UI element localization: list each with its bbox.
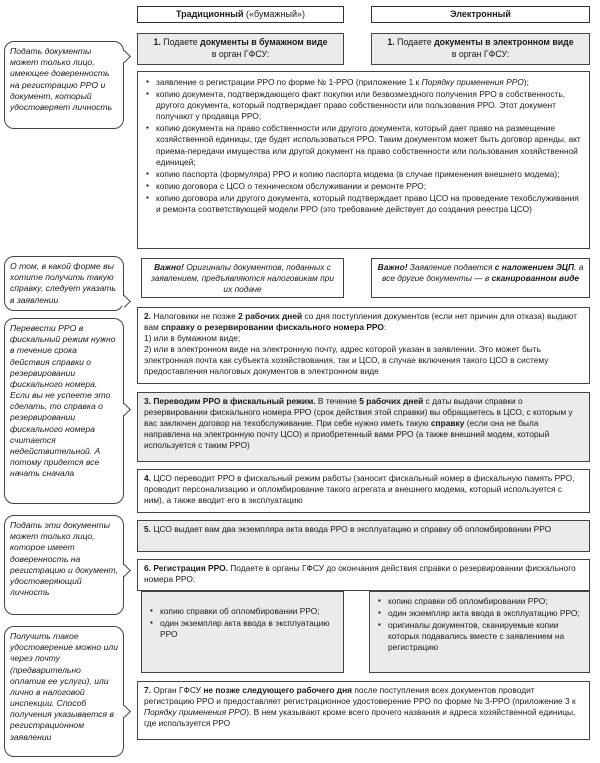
- step1-paper-pre: Подаете: [160, 37, 201, 47]
- step3-box: [137, 392, 590, 462]
- step5-text: ЦСО выдает вам два экземпляра акта ввода РРО в эксплуатацию и справку об опломбировании РРО: [151, 524, 552, 534]
- important-note-paper: [141, 258, 344, 298]
- column-header-paper: [137, 6, 344, 23]
- column-header-paper-bold: Традиционный: [175, 9, 244, 19]
- step6-bold: Регистрация РРО.: [153, 563, 228, 573]
- important-electronic-bold2: сканированном виде: [491, 273, 580, 284]
- step3-bold2: 5 рабочих дней: [359, 396, 424, 406]
- callout-4: Подать эти документы может только лицо, которое имеет доверенность на регистрацию и документ, удостоверяющий личность: [4, 515, 124, 615]
- step7-italic: Порядку применения РРО: [144, 707, 247, 718]
- document-item: ▪ копию документа на право собственности или другого документа, который дает право на размещение хозяйственной единицы, где будет использоваться РРО. Таким документом может быть договор аренды, акт приема-передачи имущества или другой документ на право собственности или пользования хозяйственной единицей;: [146, 123, 581, 167]
- important-electronic-pre: Заявление подается: [407, 262, 495, 272]
- step1-paper-num: 1.: [153, 37, 161, 47]
- document-item: ▪ копию договора с ЦСО о техническом обслуживании и ремонте РРО;: [146, 181, 581, 192]
- callout-5: Получить такое удостоверение можно или через почту (предварительно оплатив ее услуги), или лично в налоговой инспекции. Способ получения указывается в регистрационном заявлении: [4, 626, 124, 757]
- list-item: ▪ один экземпляр акта ввода в эксплуатацию РРО;: [378, 608, 583, 619]
- step7-bold: не позже следующего рабочего дня: [203, 685, 353, 695]
- step3-num: 3.: [144, 396, 151, 406]
- step1-electronic-pre: Подаете: [394, 37, 435, 47]
- important-note-electronic: [371, 258, 590, 298]
- callout-2: О том, в какой форме вы хотите получить такую справку, следует указать в заявлении: [4, 256, 124, 311]
- document-item: ▪ копию паспорта (формуляра) РРО и копию паспорта модема (в случае применения внешнего модема);: [146, 169, 581, 180]
- step2-post: :: [383, 322, 387, 333]
- step1-paper-box: [137, 33, 344, 65]
- step1-paper-line2: в орган ГФСУ:: [211, 48, 270, 59]
- important-paper-label: Важно!: [154, 262, 184, 272]
- callout-1: Подать документы может только лицо, имеющее доверенность на регистрацию РРО и документ, который удостоверяет личность: [4, 41, 124, 129]
- step2-mid: со дня поступления документов (если нет причин для отказа) выдают вам: [144, 311, 577, 333]
- document-item: ▪ копию документа, подтверждающего факт покупки или безвозмездного получения РРО в собственность, другого документа, который подтверждает право собственности или пользования РРО. Этот документ получают у продавца РРО;: [146, 89, 581, 122]
- step3-bold1: Переводим РРО в фискальный режим.: [153, 396, 316, 406]
- step3-bold3: справку: [430, 418, 465, 429]
- step3-pre: В течение: [315, 396, 360, 406]
- step3-post: (если она не была направлена на электронную почту ЦСО) и приобретенный вами РРО (а также внешний модем, который используется с таким РРО): [144, 418, 550, 451]
- step6-electronic-list: [378, 596, 583, 653]
- step2-bold2: справку о резервировании фискального номера РРО: [161, 322, 384, 333]
- important-electronic-bold1: с наложением ЭЦП: [494, 262, 575, 272]
- step1-electronic-line2: в орган ГФСУ:: [451, 48, 510, 59]
- step6-text: Подаете в органы ГФСУ до окончания действия справки о резервировании фискального номера РРО:: [144, 563, 576, 585]
- step2-box: [137, 307, 590, 384]
- step4-num: 4.: [144, 473, 151, 483]
- document-item: ▪ копию договора или другого документа, который подтверждает право ЦСО на проведение техобслуживания и ремонта соответствующей модели РРО (это требование действует до создания реестра ЦСО): [146, 193, 581, 215]
- step2-option2: 2) или в электронном виде на электронную почту, адрес которой указан в заявлении. Это может быть электронная почта как субъекта хозяйствования, так и ЦСО, в случае включения такого ЦСО в систему предоставления налоговых документов в электронном виде: [144, 344, 549, 377]
- documents-list-box: [137, 71, 590, 249]
- list-item: ▪ один экземпляр акта ввода в эксплуатацию РРО: [150, 618, 337, 640]
- step2-option1: 1) или в бумажном виде;: [144, 333, 241, 344]
- column-header-electronic: Электронный: [371, 6, 590, 23]
- step6-paper-items: [141, 591, 344, 673]
- step2-num: 2.: [144, 311, 151, 321]
- step7-num: 7.: [144, 685, 151, 695]
- list-item: ▪ оригиналы документов, сканируемые копии которых подавались вместе с заявлением на регистрацию: [378, 620, 583, 653]
- list-item: ▪ копию справки об опломбировании РРО;: [150, 606, 337, 617]
- step7-mid: после поступления всех документов проводит регистрацию РРО и предоставляет регистрационное удостоверение РРО по форме № 3-РРО (приложение 3 к: [144, 685, 576, 707]
- step5-box: [137, 520, 590, 552]
- step4-box: [137, 469, 590, 513]
- document-item: ▪ заявление о регистрации РРО по форме № 1-РРО (приложение 1 к Порядку применения РРО);: [146, 77, 581, 88]
- documents-list: [146, 77, 581, 215]
- important-electronic-mid: , а все другие документы — в: [381, 262, 584, 284]
- callout-3: Перевести РРО в фискальный режим нужно в течение срока действия справки о резервировании фискального номера. Если вы не успеете это сделать, то справка о резервировании фискального номера считается недействительной. А потому придется все начать сначала: [4, 318, 124, 504]
- step1-electronic-num: 1.: [387, 37, 395, 47]
- step6-paper-list: [150, 606, 337, 640]
- step4-text: ЦСО переводит РРО в фискальный режим работы (заносит фискальный номер в фискальную память РРО, проводит персонализацию и опломбирование такого агрегата и внешнего модема, который используется с ним), а также вводит его в эксплуатацию: [144, 473, 575, 506]
- step6-box: [137, 559, 590, 591]
- step7-pre: Орган ГФСУ: [151, 685, 204, 695]
- step6-num: 6.: [144, 563, 151, 573]
- step1-electronic-bold: документы в электронном виде: [434, 37, 574, 47]
- list-item: ▪ копию справки об опломбировании РРО;: [378, 596, 583, 607]
- step3-mid: с даты выдачи справки о резервировании фискального номера РРО (срок действия этой справки) вы обращаетесь в ЦСО, с которым у вас заключен договор на техобслуживание. При себе нужно иметь такую: [144, 396, 573, 429]
- important-electronic-label: Важно!: [377, 262, 408, 272]
- step1-electronic-box: [371, 33, 590, 65]
- step1-paper-bold: документы в бумажном виде: [200, 37, 328, 47]
- step6-electronic-items: [369, 591, 590, 673]
- step7-box: [137, 681, 590, 740]
- column-header-paper-rest: («бумажный»): [243, 9, 306, 19]
- step7-post: ). В нем указывают кроме всего прочего названия и адреса хозяйственной единицы, где используется РРО: [144, 707, 576, 729]
- step5-num: 5.: [144, 524, 151, 534]
- important-paper-text: Оригиналы документов, поданных с заявлением, предъявляются налоговикам при их подаче: [150, 262, 335, 295]
- step2-bold1: 2 рабочих дней: [238, 311, 303, 321]
- step2-pre: Налоговики не позже: [151, 311, 239, 321]
